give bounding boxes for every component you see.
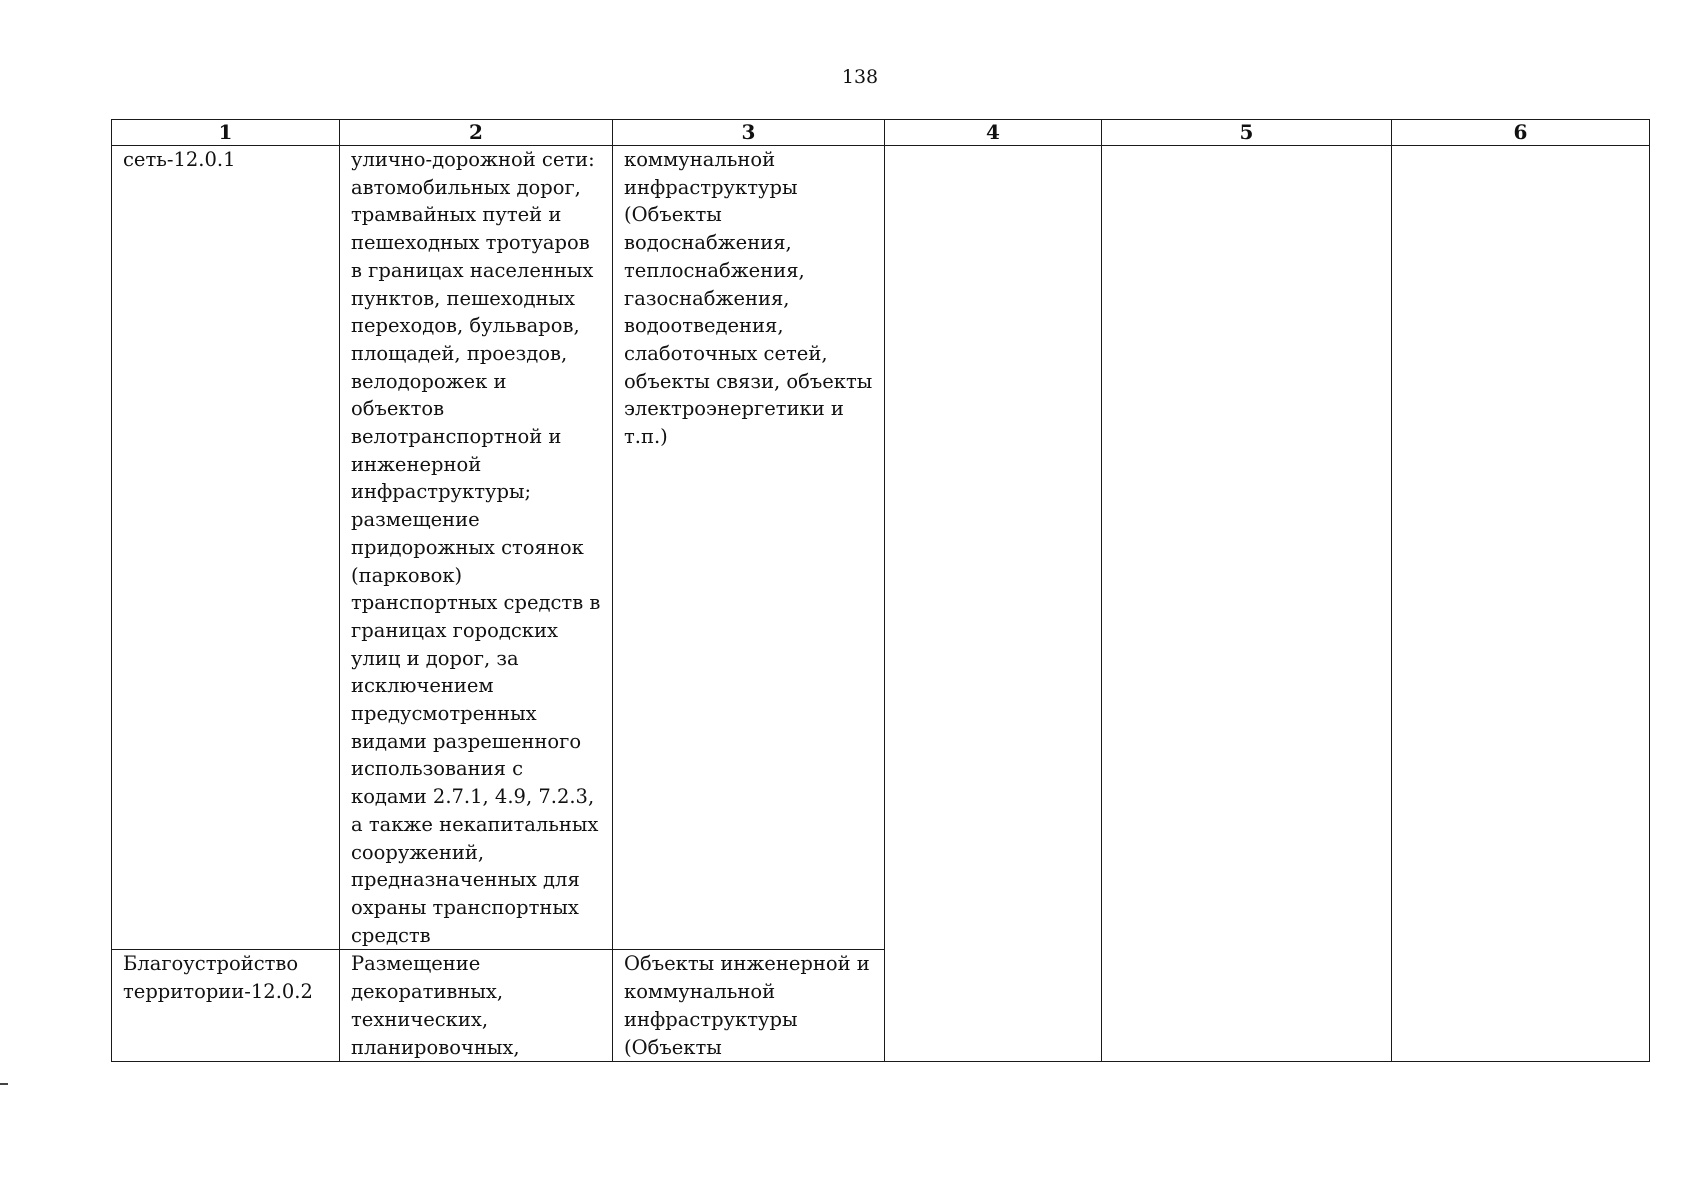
table-row: [112, 146, 1650, 950]
page-number: 138: [841, 66, 879, 88]
column-header-4: 4: [885, 120, 1102, 146]
cell-text: улично-дорожной сети: автомобильных дорог, трамвайных путей и пешеходных тротуаров в границах населенных пунктов, пешеходных переходов, бульваров, площадей, проездов, велодорожек и объектов велотранспортной и инженерной инфраструктуры; размещение придорожных стоянок (парковок) транспортных средств в границах городских улиц и дорог, за исключением предусмотренных видами разрешенного использования с кодами 2.7.1, 4.9, 7.2.3, а также некапитальных сооружений, предназначенных для охраны транспортных средств: [351, 148, 601, 947]
cell-land-use-name: [112, 146, 340, 950]
cell-land-use-name: [112, 950, 340, 1062]
margin-mark: [0, 1083, 8, 1085]
zoning-table: [111, 119, 1650, 1062]
column-header-1: 1: [112, 120, 340, 146]
cell-column-5: [1102, 146, 1392, 1062]
column-header-5: 5: [1102, 120, 1392, 146]
column-header-3: 3: [613, 120, 885, 146]
cell-text: Благоустройство территории-12.0.2: [123, 952, 313, 1004]
table-header-row: [112, 120, 1650, 146]
cell-auxiliary-uses: [613, 950, 885, 1062]
cell-text: сеть-12.0.1: [123, 148, 236, 171]
cell-text: коммунальной инфраструктуры (Объекты водоснабжения, теплоснабжения, газоснабжения, водоотведения, слаботочных сетей, объекты связи, объекты электроэнергетики и т.п.): [624, 148, 873, 449]
column-header-6: 6: [1392, 120, 1650, 146]
cell-land-use-description: [340, 146, 613, 950]
cell-column-6: [1392, 146, 1650, 1062]
cell-auxiliary-uses: [613, 146, 885, 950]
column-header-2: 2: [340, 120, 613, 146]
cell-land-use-description: [340, 950, 613, 1062]
cell-column-4: [885, 146, 1102, 1062]
cell-text: Объекты инженерной и коммунальной инфраструктуры (Объекты: [624, 952, 870, 1059]
cell-text: Размещение декоративных, технических, планировочных,: [351, 952, 520, 1059]
